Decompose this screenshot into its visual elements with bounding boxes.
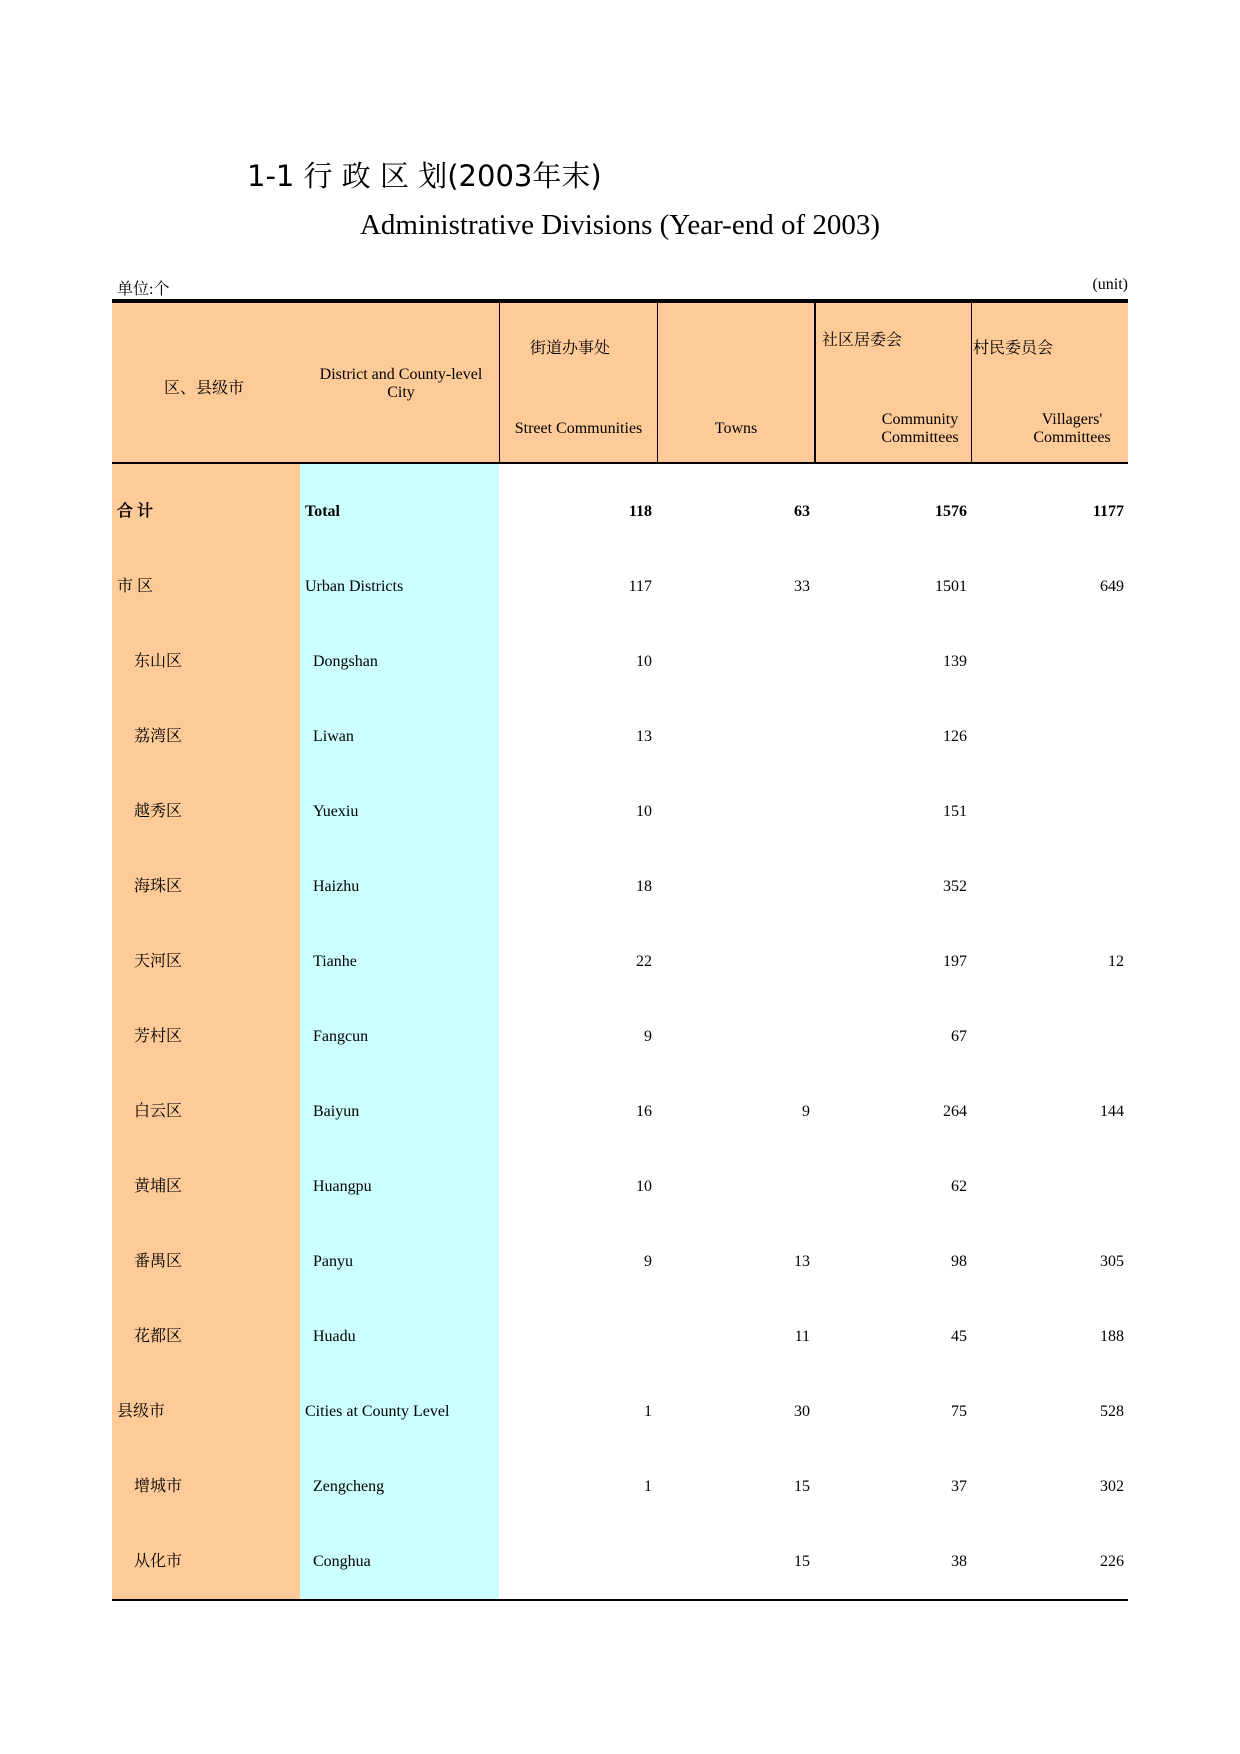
row-community: 1576 [935,503,967,520]
row-villagers: 305 [1100,1253,1124,1270]
row-name-cn: 越秀区 [134,803,183,820]
table-row [112,924,1128,999]
row-name-cn: 增城市 [134,1478,183,1495]
header-divider [971,303,972,462]
row-name-cn: 荔湾区 [134,728,183,745]
row-name-en: Huangpu [313,1178,372,1195]
header-divider [657,303,658,462]
row-street: 13 [636,728,652,745]
header-villagers-en: Villagers' Committees [1033,411,1111,446]
row-community: 98 [951,1253,967,1270]
table-row [112,999,1128,1074]
table-row [112,549,1128,624]
row-street: 118 [628,503,652,520]
row-name-en: Cities at County Level [305,1403,450,1420]
row-name-cn: 芳村区 [134,1028,183,1045]
table-row [112,774,1128,849]
table-row [112,1524,1128,1599]
row-street: 10 [636,803,652,820]
row-name-en: Urban Districts [305,578,404,595]
row-villagers: 1177 [1092,503,1124,520]
row-street: 16 [636,1103,652,1120]
row-community: 139 [943,653,967,670]
header-street-en: Street Communities [514,420,643,437]
row-name-en: Baiyun [313,1103,360,1120]
row-towns: 63 [794,503,810,520]
row-street: 18 [636,878,652,895]
row-name-cn: 海珠区 [134,878,183,895]
row-name-cn: 合 计 [117,503,154,520]
row-community: 75 [951,1403,967,1420]
header-divider [814,303,816,462]
row-street: 1 [644,1478,652,1495]
table-row [112,474,1128,549]
row-towns: 9 [802,1103,810,1120]
row-towns: 11 [794,1328,810,1345]
table-row [112,1449,1128,1524]
page-title-en [0,209,1240,242]
row-name-cn: 市 区 [117,578,154,595]
header-district-cn: 区、县级市 [164,380,245,397]
row-street: 9 [644,1028,652,1045]
header-district-en: District and County-level City [319,366,483,401]
header-divider [499,303,500,462]
table-row [112,849,1128,924]
table-row [112,1074,1128,1149]
row-name-en: Dongshan [313,653,378,670]
row-name-cn: 天河区 [134,953,183,970]
row-community: 37 [951,1478,967,1495]
row-name-en: Liwan [313,728,354,745]
row-name-en: Panyu [313,1253,353,1270]
row-name-en: Tianhe [313,953,357,970]
table-body [112,464,1128,1601]
row-community: 126 [943,728,967,745]
row-villagers: 144 [1100,1103,1124,1120]
row-community: 38 [951,1553,967,1570]
row-street: 10 [636,1178,652,1195]
table-row [112,624,1128,699]
row-name-en: Fangcun [313,1028,369,1045]
table-row [112,1374,1128,1449]
unit-label-cn: 单位:个 [117,281,170,298]
row-villagers: 188 [1100,1328,1124,1345]
row-street: 1 [644,1403,652,1420]
row-street: 10 [636,653,652,670]
row-villagers: 649 [1100,578,1124,595]
row-community: 264 [943,1103,967,1120]
table-row [112,699,1128,774]
row-street: 117 [628,578,652,595]
row-towns: 15 [794,1478,810,1495]
row-name-en: Total [305,503,340,520]
table-header [112,299,1128,464]
header-street-cn: 街道办事处 [530,340,611,357]
row-name-en: Conghua [313,1553,371,1570]
row-towns: 33 [794,578,810,595]
row-name-cn: 县级市 [117,1403,166,1420]
row-name-cn: 东山区 [134,653,183,670]
table-row [112,1224,1128,1299]
row-name-cn: 番禺区 [134,1253,183,1270]
row-community: 352 [943,878,967,895]
row-villagers: 12 [1108,953,1124,970]
row-community: 1501 [935,578,967,595]
row-name-cn: 白云区 [134,1103,183,1120]
row-community: 62 [951,1178,967,1195]
row-towns: 30 [794,1403,810,1420]
row-community: 67 [951,1028,967,1045]
row-name-en: Haizhu [313,878,360,895]
row-street: 22 [636,953,652,970]
row-community: 45 [951,1328,967,1345]
row-name-en: Huadu [313,1328,356,1345]
row-community: 151 [943,803,967,820]
unit-label-en: (unit) [1092,276,1128,293]
row-villagers: 528 [1100,1403,1124,1420]
row-villagers: 226 [1100,1553,1124,1570]
row-name-cn: 黄埔区 [134,1178,183,1195]
page-title-en-text: Administrative Divisions (Year-end of 2003) [359,209,881,241]
page-title-cn: 1-1 行 政 区 划(2003年末) [247,159,602,193]
row-towns: 13 [794,1253,810,1270]
row-villagers: 302 [1100,1478,1124,1495]
row-name-cn: 花都区 [134,1328,183,1345]
row-name-en: Zengcheng [313,1478,385,1495]
row-community: 197 [943,953,967,970]
row-street: 9 [644,1253,652,1270]
header-community-cn: 社区居委会 [822,332,903,349]
divisions-table [112,299,1128,1601]
row-name-en: Yuexiu [313,803,359,820]
header-towns-en: Towns [714,420,758,437]
table-row [112,1149,1128,1224]
row-name-cn: 从化市 [134,1553,183,1570]
table-row [112,1299,1128,1374]
row-towns: 15 [794,1553,810,1570]
header-villagers-cn: 村民委员会 [973,340,1054,357]
header-community-en: Community Committees [881,411,959,446]
